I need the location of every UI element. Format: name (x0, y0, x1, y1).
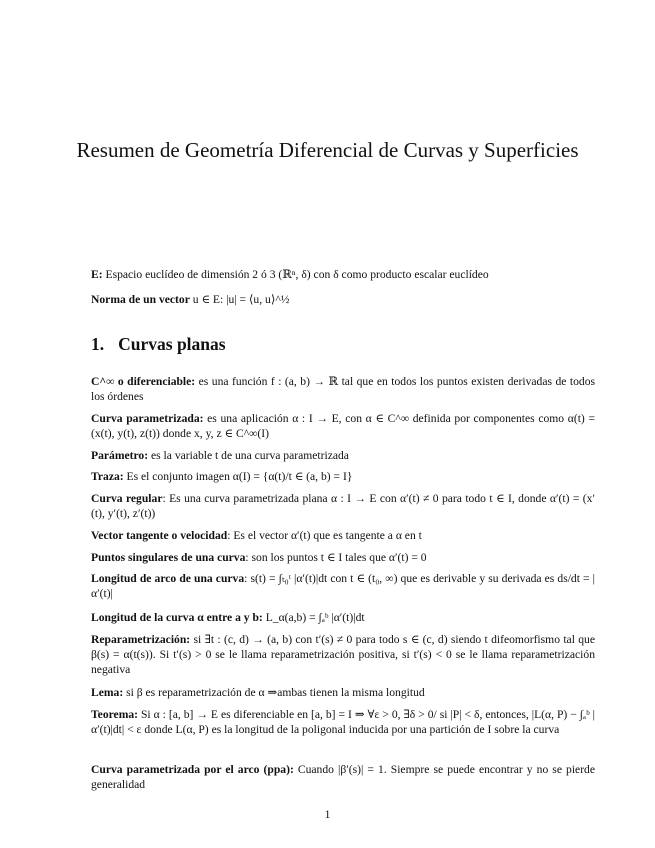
term-label: Curva parametrizada por el arco (ppa): (91, 763, 294, 776)
section-heading (91, 334, 226, 355)
term-label: Puntos singulares de una curva (91, 551, 246, 564)
def-teorema (91, 707, 595, 737)
def-ppa (91, 762, 595, 792)
term-label: Lema: (91, 686, 124, 699)
term-text: Espacio euclídeo de dimensión 2 ó 3 (ℝⁿ, δ) con δ como producto escalar euclídeo (102, 268, 489, 281)
intro-e (91, 267, 595, 282)
term-text: si β es reparametrización de α ⇒ambas tienen la misma longitud (123, 686, 425, 699)
def-lema (91, 685, 595, 700)
page-number: 1 (324, 808, 331, 821)
term-text: : Es el vector α′(t) que es tangente a α en t (227, 529, 422, 542)
term-text: L_α(a,b) = ∫ₐᵇ |α′(t)|dt (262, 611, 365, 624)
term-text: es una función f : (a, b) → ℝ tal que en todos los puntos existen derivadas de todos los órdenes (91, 375, 595, 403)
def-cinf (91, 374, 595, 404)
term-text: Es el conjunto imagen α(I) = {α(t)/t ∈ (a, b) = I} (123, 470, 353, 483)
term-label: Longitud de la curva α entre a y b: (91, 611, 263, 624)
def-puntos-singulares (91, 550, 595, 565)
term-text: es una aplicación α : I → E, con α ∈ C^∞ definida por componentes como α(t) = (x(t), y(t), z(t)) donde x, y, z ∈ C^∞(I) (91, 412, 595, 440)
page-title: Resumen de Geometría Diferencial de Curvas y Superficies (76, 138, 579, 162)
def-traza (91, 469, 595, 484)
def-vector-tangente (91, 528, 595, 543)
term-text: es la variable t de una curva parametrizada (148, 449, 349, 462)
term-text: : Es una curva parametrizada plana α : I → E con α′(t) ≠ 0 para todo t ∈ I, donde α′(t) = (x′(t), y′(t), z′(t)) (91, 492, 596, 520)
def-longitud-curva (91, 610, 595, 625)
term-label: C^∞ o diferenciable: (91, 375, 196, 388)
term-label: Traza: (91, 470, 124, 483)
def-reparametrizacion (91, 632, 595, 677)
def-curva-regular (91, 491, 595, 521)
def-parametro (91, 448, 595, 463)
term-label: Curva regular (91, 492, 163, 505)
term-label: Longitud de arco de una curva (91, 572, 245, 585)
section-title: Curvas planas (118, 334, 226, 354)
term-label: E: (91, 268, 103, 281)
term-label: Reparametrización: (91, 633, 191, 646)
term-text: Cuando |β′(s)| = 1. Siempre se puede encontrar y no se pierde generalidad (91, 763, 595, 791)
def-curva-parametrizada (91, 411, 595, 441)
term-label: Curva parametrizada: (91, 412, 204, 425)
section-number: 1. (91, 334, 105, 354)
intro-norm (91, 292, 595, 307)
term-text: : son los puntos t ∈ I tales que α′(t) = 0 (245, 551, 427, 564)
term-text: Si α : [a, b] → E es diferenciable en [a, b] = I ⇒ ∀ε > 0, ∃δ > 0/ si |P| < δ, entonces, |L(α, P) − ∫ₐᵇ |α′(t)|dt| < ε donde L(α, P) es la longitud de la poligonal inducida por una partición de I sobre la curva (91, 708, 595, 736)
term-label: Parámetro: (91, 449, 149, 462)
term-text: si ∃t : (c, d) → (a, b) con t′(s) ≠ 0 para todo s ∈ (c, d) siendo t difeomorfismo tal que β(s) = α(t(s)). Si t′(s) > 0 se le llama reparametrización positiva, si t′(s) < 0 se le llama reparametrización negativa (91, 633, 595, 676)
term-text: u ∈ E: |u| = ⟨u, u⟩^½ (189, 293, 290, 306)
term-label: Vector tangente o velocidad (91, 529, 228, 542)
def-longitud-arco (91, 571, 595, 601)
term-label: Teorema: (91, 708, 139, 721)
term-label: Norma de un vector (91, 293, 190, 306)
term-text: : s(t) = ∫ₜ₀ᵗ |α′(t)|dt con t ∈ (t₀, ∞) que es derivable y su derivada es ds/dt = |α′(t)| (91, 572, 596, 600)
